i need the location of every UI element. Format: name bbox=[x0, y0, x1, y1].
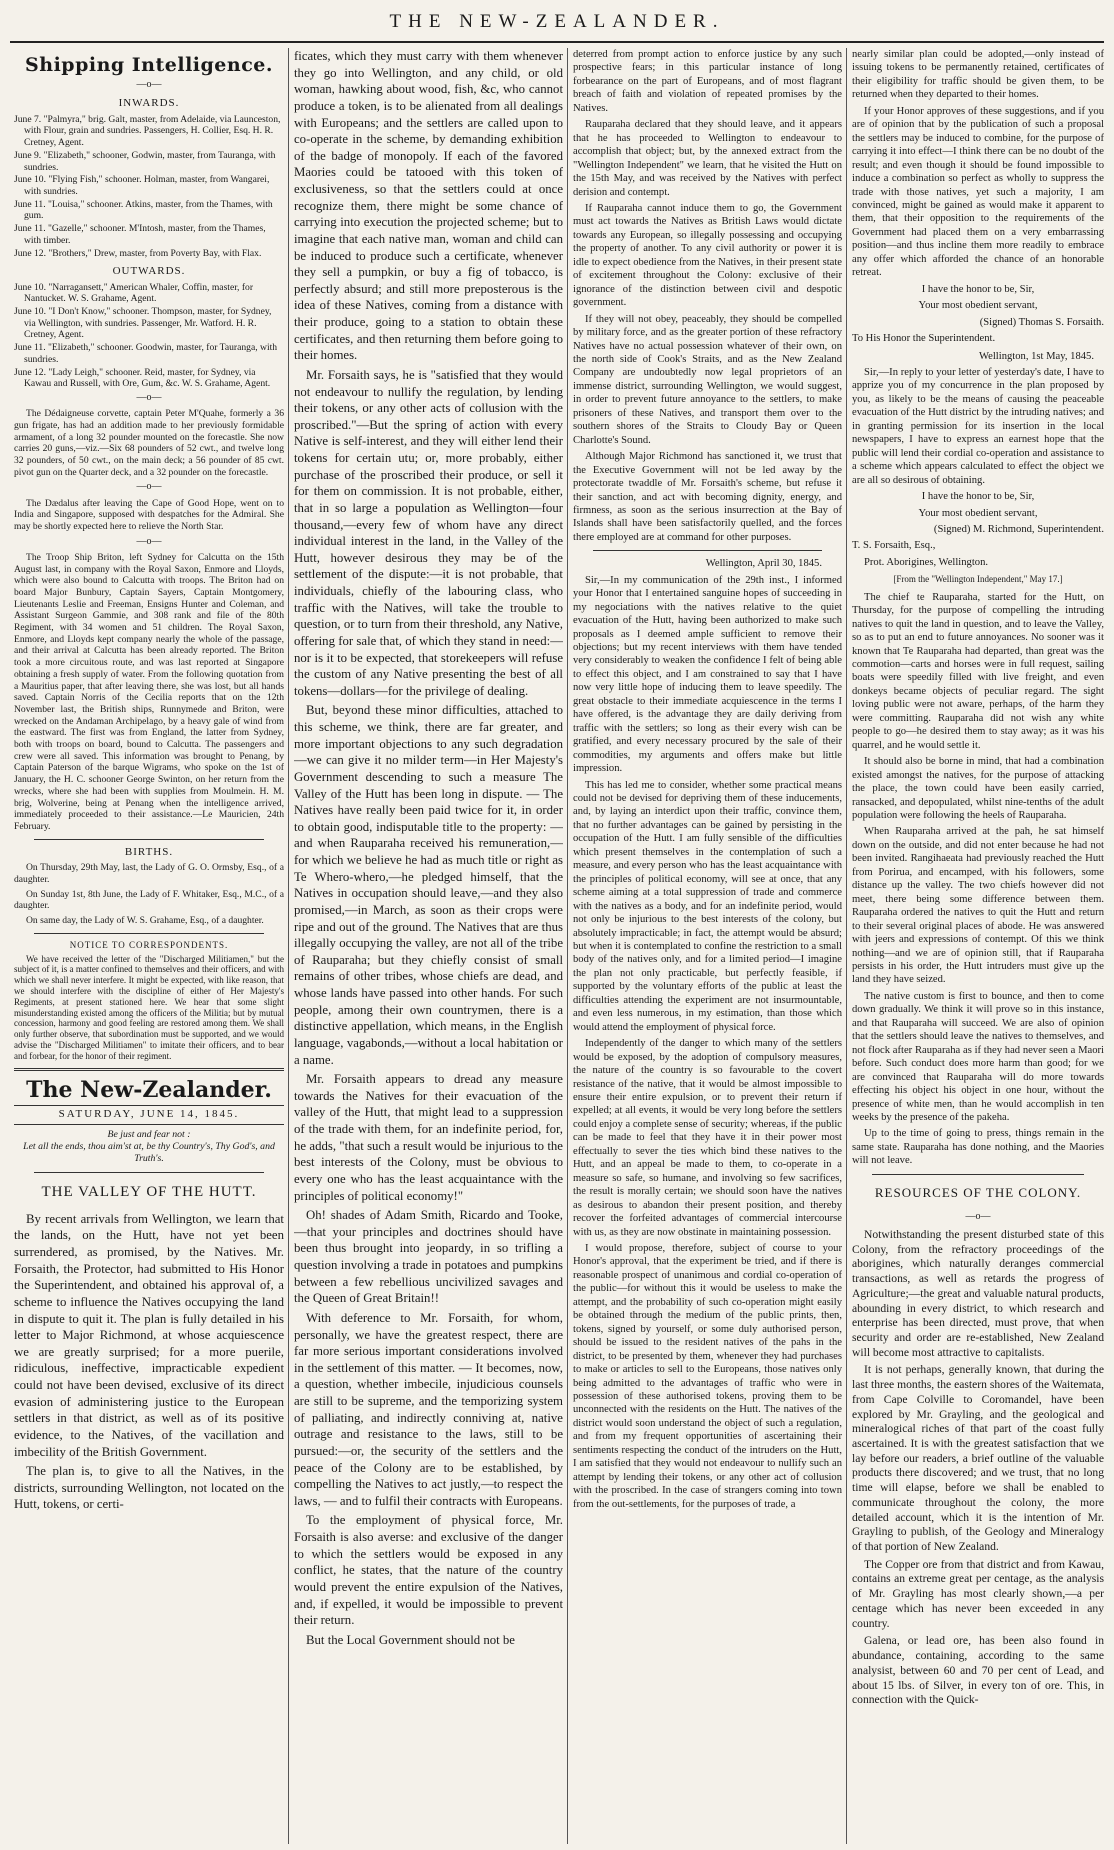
masthead: THE NEW-ZEALANDER. bbox=[389, 11, 725, 32]
shipping-entry: June 10. "Flying Fish," schooner. Holman, master, from Wangarei, with sundries. bbox=[14, 174, 270, 197]
separator: —o— bbox=[965, 1211, 991, 1223]
letter-signature: (Signed) Thomas S. Forsaith. bbox=[979, 316, 1104, 328]
divider bbox=[14, 1068, 284, 1071]
paragraph: Notwithstanding the present disturbed state of this Colony, from the refractory proceedings of the aborigines, which naturally deranges commercial transactions, as well as retards the progress of Agriculture;—the great and valuable natural products, abounding in every district, to which research and enterprise has been directed, must prove, that when security and order are re-established, New Zealand will become most attractive to capitalists. bbox=[852, 1227, 1104, 1359]
paragraph: It should also be borne in mind, that had a combination existed amongst the natives, for the purpose of attacking the place, the town could have been easily carried, ransacked, and depopulated, whilst nine-tenths of the adult population were following the heels of Rauparaha. bbox=[852, 756, 1104, 821]
issue-date: SATURDAY, JUNE 14, 1845. bbox=[14, 1105, 284, 1124]
paragraph: The Dédaigneuse corvette, captain Peter M'Quahe, formerly a 36 gun frigate, has had an addition made to her previously formidable armament, of a long 32 pounder mounted on the forecastle. She now carries 20 guns,—viz.—Six 68 pounders of 52 cwt., and twelve long 32 pounders, of 50 cwt., on the main deck; a 56 pounder of 85 cwt. pivot gun on the Quarter deck, and a 32 pounder on the forecastle. bbox=[14, 408, 284, 478]
motto: Let all the ends, thou aim'st at, be thy Country's, Thy God's, and Truth's. bbox=[23, 1141, 275, 1165]
separator: —o— bbox=[136, 391, 162, 403]
shipping-entry: June 11. "Gazelle," schooner. M'Intosh, master, from the Thames, with timber. bbox=[14, 223, 266, 246]
column-2 bbox=[294, 48, 563, 1844]
divider bbox=[872, 1174, 1084, 1175]
separator: —o— bbox=[136, 481, 162, 493]
paper-title: The New-Zealander. bbox=[26, 1076, 272, 1103]
paragraph: I would propose, therefore, subject of course to your Honor's approval, that the experiment be tried, and if there is reasonable prospect of unanimous and cordial co-operation of the public—for without this it would be useless to make the attempt, and the probability of such co-operation might easily be obtained through the medium of the public prints, then, tokens, signed by yourself, or some duly authorised person, should be issued to the resident natives of the pahs in the district, to be presented by them, whenever they had purchases to make or articles to sell to the Europeans, those natives only being admitted to the advantages of traffic who were in possession of these authorised tokens, proving them to be unconnected with the residents on the Hutt. The natives of the district would soon understand the object of such a regulation, and from my frequent opportunities of ascertaining their sentiments respecting the conduct of the intruders on the Hutt, I am satisfied that they would not endeavour to nullify such an attempt by lending their tokens, or any other act of collusion with the proscribed. In the case of strangers coming into town from the out-settlements, for the purposes of trade, a bbox=[573, 1242, 842, 1510]
paragraph: If your Honor approves of these suggestions, and if you are of opinion that by the publication of such a proposal the settlers may be induced to combine, for the purpose of carrying it into effect—I think there can be no doubt of the result; and even though it should be found impossible to induce a combination so perfect as wholly to suppress the trade with those natives, yet such a majority, I am convinced, might be gained as would make it apparent to them, that their opposition to the requirements of the Government had placed them on a very embarrassing position—and thus incline them more readily to embrace any offer which afforded the chance of an honorable retreat. bbox=[852, 105, 1104, 279]
paragraph: nearly similar plan could be adopted,—only instead of issuing tokens to be permanently retained, certificates of their eligibility for traffic should be given them, to be returned when they departed to their homes. bbox=[852, 49, 1104, 101]
shipping-entry: June 7. "Palmyra," brig. Galt, master, from Adelaide, via Launceston, with Flour, grain and sundries. Passengers, H. Collier, Esq. H. R. Cretney, Agent. bbox=[14, 113, 281, 149]
letter-closing: I have the honor to be, Sir, bbox=[921, 283, 1035, 295]
paragraph: Up to the time of going to press, things remain in the same state. Rauparaha has done nothing, and the Maories will not leave. bbox=[852, 1128, 1104, 1167]
paragraph: With deference to Mr. Forsaith, for whom, personally, we have the greatest respect, there are far more serious important considerations involved in the settlement of this matter. — It becomes, now, a question, whether imbecile, injudicious counsels are still to be supreme, and the temporizing system of palliating, and indirectly conniving at, native outrage and resistance to the laws, still to be pursued:—or, the security of the settlers and the peace of the Colony are to be established, by compelling the Natives to act justly,—to respect the laws, — and to fulfil their contracts with Europeans. bbox=[294, 1310, 563, 1508]
shipping-entry: June 12. "Lady Leigh," schooner. Reid, master, for Sydney, via Kawau and Russell, with Ore, Gum, &c. W. S. Grahame, Agent. bbox=[14, 366, 271, 390]
paragraph: But the Local Government should not be bbox=[306, 1632, 515, 1647]
paragraph: Rauparaha declared that they should leave, and it appears that he has proceeded to Wellington to endeavour to accomplish that object; but, by the annexed extract from the "Wellington Independent" we learn, that he visited the Hutt on the 15th May, and was received by the Natives with perfect derision and contempt. bbox=[573, 119, 842, 198]
paragraph: But, beyond these minor difficulties, attached to this scheme, we think, there are far greater, and more important objections to any such degradation—we can give it no milder term—in Her Majesty's Government descending to such a measure The Valley of the Hutt has been long in dispute. — The Natives have really been paid twice for it, in order to obtain good, indisputable title to the property: — and when Rauparaha received his remuneration,—for which we believe he had as much title or right as Te Whero-whero,—he pledged himself, that the Natives in occupation should leave,—and they also promised,—in March, as soon as their crops were ripe and out of the ground. The Natives that are thus illegally occupying the valley, are not all of the tribe of Rauparaha; but they chiefly consist of small remains of other tribes, whose chiefs are dead, and whose lands have passed into other hands. For such people, among their own countrymen, there is a distinctive appellation, which means, in the English language, vagabonds,—without a local habitation or a name. bbox=[294, 703, 563, 1067]
column-rule bbox=[288, 48, 289, 1844]
shipping-entry: June 10. "Narragansett," American Whaler, Coffin, master, for Nantucket. W. S. Grahame, Agent. bbox=[14, 281, 254, 305]
paragraph: The native custom is first to bounce, and then to come down gradually. We think it will prove so in this instance, and that Rauparaha will succeed. We are also of opinion that the settlers should leave the natives to themselves, and not flock after Rauparaha as if they had never seen a Maori before. Such conduct does more harm than good; for we are convinced that Rauparaha will do more towards effecting his object his object in one hour, without the presence of white men, than he would accomplish in ten weeks by the presence of the pakeha. bbox=[852, 990, 1104, 1123]
paragraph: Mr. Forsaith says, he is "satisfied that they would not endeavour to nullify the regulation, by lending their tokens, or any other acts of collusion with the proscribed."—But the spring of action with every Native is self-interest, and they will either lend their tokens for certain utu; or, more probably, either purchase of the proscribed their produce, or sell it for them on commission. It is not probable, either, that in so large a population as Wellington—four thousand,—every few of whom have any direct individual interest in the land, in the Valley of the Hutt, however desirous they may be of the settlement of the dispute:—it is not probable, that individuals, chiefly of the labouring class, who traffic with the Natives, will take the trouble to question, or to turn from their threshold, any Native, offering for sale that, of which they stand in need:—nor is it to be expected, that storekeepers will refuse the custom of any Native presenting the best of all tokens—dollars—for the privilege of dealing. bbox=[294, 367, 563, 698]
shipping-entry: June 10. "I Don't Know," schooner. Thompson, master, for Sydney, via Wellington, with sundries. Passenger, Mr. Watford. H. R. Cretney, Agent. bbox=[14, 306, 272, 341]
paragraph: The Troop Ship Briton, left Sydney for Calcutta on the 15th August last, in company with the Royal Saxon, Enmore and Lloyds, which were also bound to Calcutta with troops. The Briton had on board Major Bunbury, Captain Sayers, Captain Montgomery, Lieutenants Leslie and Freeman, Ensigns Hunter and Coleman, and Assistant Surgeon Gammie, and 308 rank and file of the 80th Regiment, with 34 women and 51 children. The Royal Saxon, Enmore, and Lloyds kept company nearly the whole of the passage, and their arrival at Calcutta has been already reported. The Briton took a more circuitous route, and was last reported at Singapore obtaining a fresh supply of water. From the following quotation from a Mauritius paper, that after leaving there, she was lost, but all hands saved. Captain Norris of the Cecilia reports that on the 12th November last, the British ships, Runnymede and Briton, were wrecked on the Andaman Archipelago, by a heavy gale of wind from the eastward. The first was from England, the latter from Sydney, both with troops on board, bound to Calcutta. The passengers and crew were all saved. This information was brought to Penang, by Captain Paterson of the barque Wigrams, who spoke on the 1st of January, the H. C. schooner George Swinton, on her return from the wrecks, where she had been with supplies from Moulmein. H. M. brig, Wolverine, being at Penang when the intelligence arrived, immediately proceeded to their assistance.—Le Mauricien, 24th February. bbox=[14, 551, 284, 832]
births-heading: BIRTHS. bbox=[124, 845, 174, 858]
paragraph: The chief te Rauparaha, started for the Hutt, on Thursday, for the purpose of compelling the intruding natives to quit the land in question, and to leave the Valley, so as to put an end to future annoyances. No sooner was it known that Te Rauparaha had departed, than great was the commotion—carts and horses were in full request, sailing boats were speedily filled with live freight, and even donkeys became objects of peculiar regard. The sight loving public were not aware, perhaps, of the harm they were committing. Rauparaha did not wish any white people to go—he desired them to stay away; as it was his quarrel, and he would settle it. bbox=[852, 591, 1104, 751]
paragraph: It is not perhaps, generally known, that during the last three months, the eastern shores of the Waitemata, from Cape Colville to Coromandel, have been explored by Mr. Grayling, and the geological and mineralogical riches of that part of the coast fully ascertained. It is with the greatest satisfaction that we lay before our readers, a brief outline of the valuable products there discovered; and we trust, that no long time will elapse, before we shall be enabled to communicate throughout the colony, the more detailed account, which it is the intention of Mr. Grayling to publish, of the Geology and Mineralogy of that portion of New Zealand. bbox=[852, 1363, 1104, 1554]
paragraph: Sir,—In reply to your letter of yesterday's date, I have to apprize you of my concurrence in the plan proposed by you, as likely to be the means of causing the peaceable evacuation of the Hutt district by the intruding natives; and in granting permission for its insertion in the local newspapers, I have to express an earnest hope that the public will lend their cordial co-operation and assistance to a scheme which appears calculated to effect the object we are all so desirous of obtaining. bbox=[852, 366, 1104, 486]
letter-closing: Your most obedient servant, bbox=[918, 300, 1038, 312]
column-4 bbox=[852, 48, 1104, 1844]
column-3 bbox=[573, 48, 842, 1844]
birth-notice: On Thursday, 29th May, last, the Lady of G. O. Ormsby, Esq., of a daughter. bbox=[14, 862, 284, 885]
divider bbox=[34, 933, 264, 934]
motto: Be just and fear not : bbox=[107, 1128, 191, 1140]
paragraph: Oh! shades of Adam Smith, Ricardo and Tooke,—that your principles and doctrines should have been thus brought into jeopardy, in so trifling a question involving a trade in potatoes and pumpkins between a few rebellious uncivilized savages and the Queen of Great Britain!! bbox=[294, 1208, 563, 1306]
letter-recipient: T. S. Forsaith, Esq., bbox=[852, 540, 936, 552]
masthead-rule bbox=[10, 41, 1104, 43]
letter-dateline: Wellington, April 30, 1845. bbox=[705, 558, 822, 570]
column-rule bbox=[846, 48, 847, 1844]
divider bbox=[34, 1172, 264, 1173]
paragraph: The plan is, to give to all the Natives, in the districts, surrounding Wellington, not located on the Hutt, tokens, or certi- bbox=[14, 1464, 284, 1512]
outwards-heading: OUTWARDS. bbox=[112, 265, 186, 278]
paragraph: The Copper ore from that district and from Kawau, contains an extreme great per centage, as the analysis of Mr. Grayling has most clearly shown,—a per centage which has never been exceeded in any country. bbox=[852, 1557, 1104, 1630]
letter-closing: Your most obedient servant, bbox=[918, 507, 1038, 519]
notice-heading: NOTICE TO CORRESPONDENTS. bbox=[69, 939, 229, 950]
shipping-heading: Shipping Intelligence. bbox=[25, 54, 273, 76]
letter-recipient: Prot. Aborigines, Wellington. bbox=[864, 556, 989, 568]
paragraph: deterred from prompt action to enforce justice by any such prospective fears; in this particular instance of long forbearance on the part of Europeans, and of most flagrant breach of faith and violation of repeated promises by the Natives. bbox=[573, 49, 842, 114]
birth-notice: On same day, the Lady of W. S. Grahame, Esq., of a daughter. bbox=[26, 914, 264, 926]
valley-heading: THE VALLEY OF THE HUTT. bbox=[41, 1183, 257, 1200]
column-1 bbox=[14, 48, 284, 1844]
paragraph: ficates, which they must carry with them whenever they go into Wellington, and any child, or old woman, hawking about wood, fish, &c, who cannot produce a token, is to be alienated from all dealings with Europeans; and the settlers are called upon to co-operate in the scheme, by demanding exhibition of the badge of monopoly. If each of the favored Maories could be tatooed with this token of exclusiveness, so that the settlers could at once recognize them, there might be some chance of carrying into execution the projected scheme; but to imagine that each native man, woman and child can be induced to produce such a certificate, whenever they sell a pumpkin, or buy a fig of tobacco, is perfectly absurd; and still more preposterous is the idea of these Natives, coming from a distance with their produce, going to a station to obtain these certificates, and then returning them before going to their homes. bbox=[294, 49, 563, 363]
paragraph: Mr. Forsaith appears to dread any measure towards the Natives for their evacuation of the valley of the Hutt, that might lead to a suppression of the trade with them, for an indefinite period, for, he adds, "that such a result would be injurious to the best interests of the Colony, must be obvious to every one who has the least acquaintance with the principles of political economy!" bbox=[294, 1072, 563, 1203]
letter-recipient: To His Honor the Superintendent. bbox=[852, 333, 996, 345]
paragraph: If Rauparaha cannot induce them to go, the Government must act towards the Natives as British Laws would dictate towards any European, so illegally possessing and occupying the property of another. To any civil authority or power it is idle to expect obedience from the Natives, in their present state of excitement throughout the Colony: exclusive of their ignorance of the distinction between civil and despotic government. bbox=[573, 202, 842, 309]
paragraph: This has led me to consider, whether some practical means could not be devised for depriving them of these inducements, and, by laying an interdict upon their traffic, convince them, that no further advantages can be gained by persisting in the occupation of the Hutt. I am fully sensible of the difficulties which present themselves in the contemplation of such a measure, and every person who has the least acquaintance with the principles of political economy, will see at once, that any scheme aiming at a total suppression of trade and commerce with the natives as a body, and for an indefinite period, would not only be injurious to the best interests of the colony, but absolutely impracticable; in fact, the attempt would be absurd; but when it is contemplated to confine the restriction to a small body of the natives only, and for a limited period—I imagine the plan not only practicable, but perfectly feasible, if supported by the voluntary efforts of the public at least the difficulties attending the experiment are not insurmountable, and even less numerous, in my estimation, than those which would attend the employment of physical force. bbox=[573, 779, 842, 1033]
paragraph: When Rauparaha arrived at the pah, he sat himself down on the outside, and did not enter because he had not been invited. Rangihaeata had previously reached the Hutt from Porirua, and encamped, with his followers, some distance up the valley. The two chiefs however did not meet, there being some difference between them. Rauparaha ordered the natives to quit the Hutt and return to their several original places of abode. He was answered with jeers and expressions of contempt. Of this we think nothing—and we are of opinion still, that if Rauparaha persists in his order, the Hutt intruders must give up the land they have seized. bbox=[852, 826, 1104, 986]
letter-closing: I have the honor to be, Sir, bbox=[921, 491, 1035, 503]
resources-heading: RESOURCES OF THE COLONY. bbox=[874, 1184, 1082, 1200]
paragraph: By recent arrivals from Wellington, we learn that the lands, on the Hutt, have not yet been surrendered, as promised, by the Natives. Mr. Forsaith, the Protector, had submitted to His Honor the Superintendent, and obtained his approval of, a scheme to influence the Natives occupying the land in dispute to quit it. The plan is fully detailed in his letter to Major Richmond, at whose acquiescence we are greatly surprised; for a more puerile, ridiculous, ineffective, impracticable expedient could not have been devised, exclusive of its direct evasion of administering justice to the European settlers in that district, as well as of its positive evidence, to the Natives, of the vacillation and imbecility of the British Government. bbox=[14, 1211, 284, 1459]
separator: —o— bbox=[136, 79, 162, 91]
separator: —o— bbox=[136, 535, 162, 547]
paragraph: If they will not obey, peaceably, they should be compelled by military force, and as the greater portion of these refractory Natives have no actual possession whatever of their own, on the north side of Cook's Straits, and as the New Zealand Company are undoubtedly now legal proprietors of an immense district, surrounding Wellington, we would suggest, in order to prevent future annoyance to the settlers, to make prisoners of these Natives, and transport them over to the southern shores of the Straits to Cloudy Bay or Queen Charlotte's Sound. bbox=[573, 313, 842, 446]
notice-text: We have received the letter of the "Discharged Militiamen," but the subject of it, is a matter confined to themselves and their officers, and with which we shall never interfere. It might be expected, with like reason, that we should interfere with the discipline of either of Her Majesty's Regiments, at present stationed here. We hear that some slight misunderstanding existed among the officers of the Militia; but by mutual concession, harmony and good feeling are restored among them. We shall only further observe, that subordination must be supported, and we would advise the "Discharged Militiamen" to imitate their officers, and to bear and forbear, for the honor of their regiment. bbox=[14, 953, 284, 1061]
paragraph: Independently of the danger to which many of the settlers would be exposed, by the adoption of compulsory measures, the nature of the country is so favourable to the covert resistance of the native, that it would be almost impossible to ensure their entire expulsion, or to prevent their return if expelled; at all events, it would be very long before the settlers could enjoy a complete sense of security; whereas, if the public can be made to feel that they have it in their power most effectually to sever the ties which bind these natives to the Hutt, and an appeal be made to them, to co-operate in a measure so safe, so humane, and involving so few sacrifices, the result is morally certain; we should soon have the natives as desirous to abandon their present position, and thereby recover the forfeited advantages of commercial intercourse with us, as they are now obstinate in maintaining possession. bbox=[573, 1038, 842, 1238]
shipping-entry: June 11. "Louisa," schooner. Atkins, master, from the Thames, with gum. bbox=[14, 198, 273, 222]
paragraph: Although Major Richmond has sanctioned it, we trust that the Executive Government will not be led away by the protectorate twaddle of Mr. Forsaith's scheme, but refuse it their sanction, and act with becoming dignity, energy, and firmness, as soon as the serious insurrection at the Bay of Islands shall have been satisfactorily quelled, and the forces there employed are at command for other purposes. bbox=[573, 451, 842, 543]
paragraph: The Dædalus after leaving the Cape of Good Hope, went on to India and Singapore, supposed with despatches for the Admiral. She may be shortly expected here to relieve the North Star. bbox=[14, 497, 284, 532]
shipping-entry: June 12. "Brothers," Drew, master, from Poverty Bay, with Flax. bbox=[14, 247, 262, 259]
inwards-heading: INWARDS. bbox=[118, 97, 180, 110]
source-note: [From the "Wellington Independent," May 17.] bbox=[893, 574, 1063, 585]
shipping-entry: June 11. "Elizabeth," schooner. Goodwin, master, for Tauranga, with sundries. bbox=[14, 342, 278, 365]
paragraph: Galena, or lead ore, has been also found in abundance, containing, according to the same analysist, between 60 and 70 per cent of Lead, and about 15 lbs. of Silver, in every ton of ore. This, in connection with the Quick- bbox=[852, 1634, 1104, 1707]
column-rule bbox=[567, 48, 568, 1844]
shipping-entry: June 9. "Elizabeth," schooner, Godwin, master, from Tauranga, with sundries. bbox=[14, 149, 276, 173]
divider bbox=[34, 839, 264, 840]
letter-dateline: Wellington, 1st May, 1845. bbox=[979, 350, 1094, 362]
paragraph: To the employment of physical force, Mr. Forsaith is also averse: and exclusive of the danger to which the settlers would be exposed in any conflict, he states, that the nature of the country would prevent the entire expulsion of the Natives, and, if expelled, it would be impossible to prevent their return. bbox=[294, 1513, 563, 1628]
divider bbox=[593, 550, 822, 551]
letter-signature: (Signed) M. Richmond, Superintendent. bbox=[933, 523, 1104, 535]
birth-notice: On Sunday 1st, 8th June, the Lady of F. Whitaker, Esq., M.C., of a daughter. bbox=[14, 888, 284, 912]
paragraph: Sir,—In my communication of the 29th inst., I informed your Honor that I entertained sanguine hopes of succeeding in my negociations with the natives relative to the quiet evacuation of the Hutt, having been authorized to make such proposals as I deemed ample sufficient to remove their objections; but my recent interviews with them have tended very considerably to weaken the confidence I felt of being able to effect this object, and I am constrained to say that I have now very little hope of inducing them to leave speedily. The great obstacle to their immediate acquiescence in the terms I have offered, is the advantage they are daily deriving from traffic with the settlers; so long as their every wish can be gratified, and every necessary procured by the sale of their commodities, my arguments and offers make but little impression. bbox=[573, 574, 842, 775]
